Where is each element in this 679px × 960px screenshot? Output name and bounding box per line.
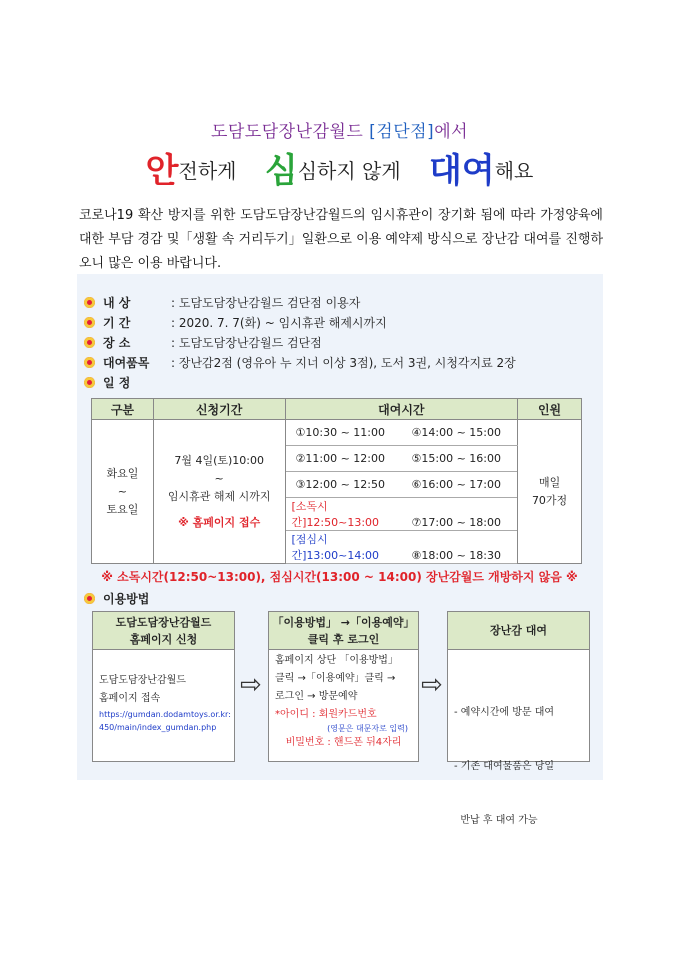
homepage-link[interactable]: 450/main/index_gumdan.php <box>99 723 217 732</box>
title-word-2-big: 심 <box>264 151 298 191</box>
capacity-line-1: 매일 <box>538 475 561 489</box>
howto-label: 이용방법 <box>103 592 150 606</box>
capacity-line-2: 70가정 <box>531 493 568 507</box>
slot-right: ④14:00 ~ 15:00 <box>411 426 501 439</box>
step-2-line: 로그인 → 방문예약 <box>275 691 358 702</box>
step-1-box <box>92 611 235 762</box>
days-start: 화요일 <box>106 466 139 480</box>
arrow-right-icon: ⇨ <box>240 670 262 700</box>
step-1-body <box>93 672 234 734</box>
step-3-body <box>448 668 589 866</box>
title-line-2 <box>0 143 679 192</box>
slot-row <box>285 420 518 446</box>
slot-row <box>285 531 518 564</box>
info-row-period <box>84 314 387 331</box>
header-period: 신청기간 <box>153 399 285 420</box>
info-value: : 도담도담장난감월드 검단점 <box>171 336 322 350</box>
schedule-table <box>91 398 582 564</box>
info-label: 내 상 <box>103 296 131 310</box>
step-1-head <box>93 612 234 650</box>
slot-row <box>285 472 518 498</box>
step-2-head <box>269 612 418 650</box>
title-suffix: 에서 <box>434 122 469 142</box>
header-type: 구분 <box>92 399 154 420</box>
period-end: 임시휴관 해제 시까지 <box>167 489 271 503</box>
slot-right: ⑥16:00 ~ 17:00 <box>411 478 501 491</box>
info-row-schedule <box>84 374 171 391</box>
step-3-line: - 기존 대여물품은 당일 <box>454 761 555 772</box>
title-line-1 <box>0 117 679 142</box>
table-header-row <box>92 399 582 420</box>
title-branch: [검단점] <box>369 122 435 142</box>
id-instruction: *아이디 : 회원카드번호 <box>275 709 377 720</box>
info-row-howto <box>84 590 171 607</box>
flower-icon <box>84 317 95 328</box>
info-value: : 장난감2점 (영유아 누 지너 이상 3점), 도서 3권, 시청각지료 2장 <box>171 356 516 370</box>
step-3-head: 장난감 대여 <box>448 612 589 650</box>
step-2-head-line: 클릭 후 로그인 <box>307 633 380 646</box>
title-word-3-rest: 해요 <box>494 159 534 183</box>
step-2-line: 클릭 →「이용예약」클릭 → <box>275 673 396 684</box>
step-1-head-line: 홈페이지 신청 <box>129 633 198 646</box>
step-1-line: 도담도담장난감월드 <box>99 675 186 686</box>
slot-right: ⑤15:00 ~ 16:00 <box>411 452 501 465</box>
slot-left: 13:00~14:00 <box>306 549 380 562</box>
slot-right: ⑦17:00 ~ 18:00 <box>411 516 501 529</box>
id-note: (영문은 대문자로 입력) <box>327 724 408 733</box>
step-2-body <box>269 652 418 752</box>
capacity-cell <box>518 420 582 564</box>
title-word-2-rest: 심하지 않게 <box>297 159 401 183</box>
step-2-head-line: 「이용방법」 →「이용예약」 <box>272 616 415 629</box>
info-row-place <box>84 334 322 351</box>
step-3-line: 반납 후 대여 가능 <box>454 815 538 826</box>
header-time: 대여시간 <box>285 399 518 420</box>
period-note: ※ 홈페이지 접수 <box>178 515 261 529</box>
homepage-link[interactable]: https://gumdan.dodamtoys.or.kr: <box>99 710 231 719</box>
slot-row <box>285 446 518 472</box>
days-sep: ~ <box>117 484 128 498</box>
slot-right: ⑧18:00 ~ 18:30 <box>411 549 501 562</box>
info-value: : 도담도담장난감월드 검단점 이용자 <box>171 296 361 310</box>
slot-row <box>285 498 518 531</box>
title-org: 도담도담장난감월드 <box>210 122 370 142</box>
title-word-1-big: 안 <box>145 151 179 191</box>
lunch-tag: [점심시간] <box>291 533 328 562</box>
flower-icon <box>84 297 95 308</box>
period-start: 7월 4일(토)10:00 <box>174 453 264 467</box>
title-word-1-rest: 전하게 <box>178 159 237 183</box>
info-value: : 2020. 7. 7(화) ~ 임시휴관 해제시까지 <box>171 316 387 330</box>
step-2-line: 홈페이지 상단 「이용방법」 <box>275 655 398 666</box>
days-end: 토요일 <box>106 502 139 516</box>
slot-left: ②11:00 ~ 12:00 <box>295 452 385 465</box>
step-1-line: 홈페이지 접속 <box>99 693 161 704</box>
step-1-head-line: 도담도담장난감월드 <box>115 616 212 629</box>
pw-instruction: 비밀번호 : 핸드폰 뒤4자리 <box>285 737 402 748</box>
period-cell <box>153 420 285 564</box>
flower-icon <box>84 337 95 348</box>
days-cell <box>92 420 154 564</box>
step-2-box <box>268 611 419 762</box>
arrow-right-icon: ⇨ <box>421 670 443 700</box>
flower-icon <box>84 377 95 388</box>
info-label: 일 정 <box>103 376 131 390</box>
info-label: 기 간 <box>103 316 131 330</box>
flower-icon <box>84 593 95 604</box>
header-capacity: 인원 <box>518 399 582 420</box>
title-word-3-big: 대여 <box>429 151 495 191</box>
disinfect-tag: [소독시간] <box>291 500 328 529</box>
flower-icon <box>84 357 95 368</box>
slot-left: ③12:00 ~ 12:50 <box>295 478 385 491</box>
info-row-items <box>84 354 516 371</box>
info-label: 대여품목 <box>103 356 150 370</box>
closure-notice: ※ 소독시간(12:50~13:00), 점심시간(13:00 ~ 14:00) 장난감월드 개방하지 않음 ※ <box>101 570 578 584</box>
info-label: 장 소 <box>103 336 131 350</box>
table-row <box>92 420 582 446</box>
step-3-line: - 예약시간에 방문 대여 <box>454 707 555 718</box>
info-row-target <box>84 294 360 311</box>
slot-left: ①10:30 ~ 11:00 <box>295 426 385 439</box>
intro-paragraph: 코로나19 확산 방지를 위한 도담도담장난감월드의 임시휴관이 장기화 됨에 따라 가정양육에 대한 부담 경감 및「생활 속 거리두기」일환으로 이용 예약제 방식으로 장난감 대여를 진행하오니 많은 이용 바랍니다. <box>79 208 603 271</box>
slot-left: 12:50~13:00 <box>306 516 380 529</box>
period-sep: ~ <box>214 471 224 485</box>
step-3-box <box>447 611 590 826</box>
